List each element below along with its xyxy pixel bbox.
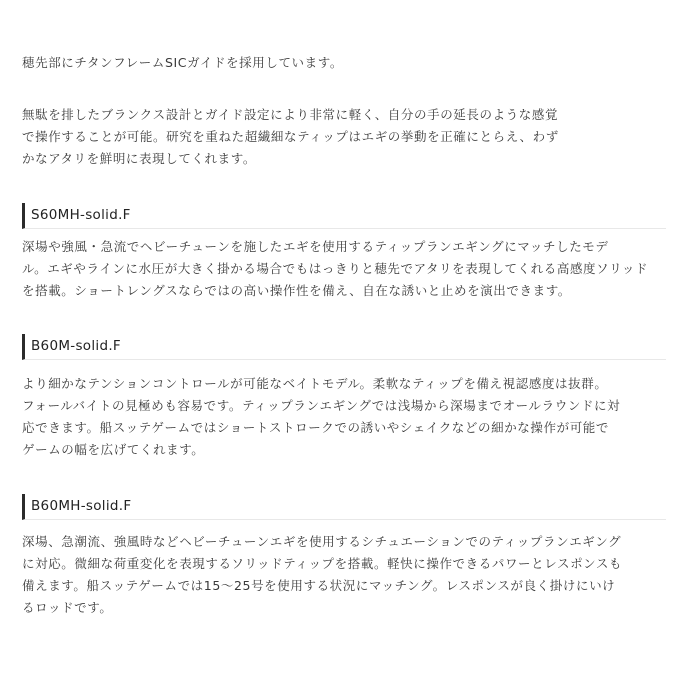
- section-body-line: 深場や強風・急流でヘビーチューンを施したエギを使用するティップランエギングにマッチしたモデ: [22, 239, 609, 254]
- section-body-b60m: [22, 373, 666, 461]
- section-heading-b60m: B60M-solid.F: [22, 334, 666, 360]
- intro-paragraph-line: で操作することが可能。研究を重ねた超繊細なティップはエギの挙動を正確にとらえ、わず: [22, 129, 559, 144]
- section-body-line: ゲームの幅を広げてくれます。: [22, 442, 205, 457]
- section-body-line: フォールバイトの見極めも容易です。ティップランエギングでは浅場から深場までオールラウンドに対: [22, 398, 621, 413]
- section-body-line: 応できます。船スッテゲームではショートストロークでの誘いやシェイクなどの細かな操作が可能で: [22, 420, 610, 435]
- section-heading-s60mh: S60MH-solid.F: [22, 203, 666, 229]
- section-body-line: を搭載。ショートレングスならではの高い操作性を備え、自在な誘いと止めを演出できます。: [22, 283, 571, 298]
- section-heading-b60mh: B60MH-solid.F: [22, 494, 666, 520]
- section-body-s60mh: [22, 236, 666, 302]
- section-body-line: 備えます。船スッテゲームでは15〜25号を使用する状況にマッチング。レスポンスが良く掛けにいけ: [22, 578, 616, 593]
- intro-paragraph: [22, 104, 666, 170]
- section-body-line: るロッドです。: [22, 600, 113, 615]
- intro-paragraph-line: 無駄を排したブランクス設計とガイド設定により非常に軽く、自分の手の延長のような感覚: [22, 107, 559, 122]
- intro-paragraph-line: かなアタリを鮮明に表現してくれます。: [22, 151, 256, 166]
- section-body-line: ル。エギやラインに水圧が大きく掛かる場合でもはっきりと穂先でアタリを表現してくれる高感度ソリッド: [22, 261, 649, 276]
- intro-line: 穂先部にチタンフレームSICガイドを採用しています。: [22, 55, 343, 70]
- section-body-line: 深場、急潮流、強風時などヘビーチューンエギを使用するシチュエーションでのティップランエギング: [22, 534, 622, 549]
- section-body-b60mh: [22, 531, 666, 619]
- section-body-line: に対応。微細な荷重変化を表現するソリッドティップを搭載。軽快に操作できるパワーとレスポンスも: [22, 556, 623, 571]
- section-body-line: より細かなテンションコントロールが可能なベイトモデル。柔軟なティップを備え視認感度は抜群。: [22, 376, 608, 391]
- intro-line-block: [22, 52, 666, 74]
